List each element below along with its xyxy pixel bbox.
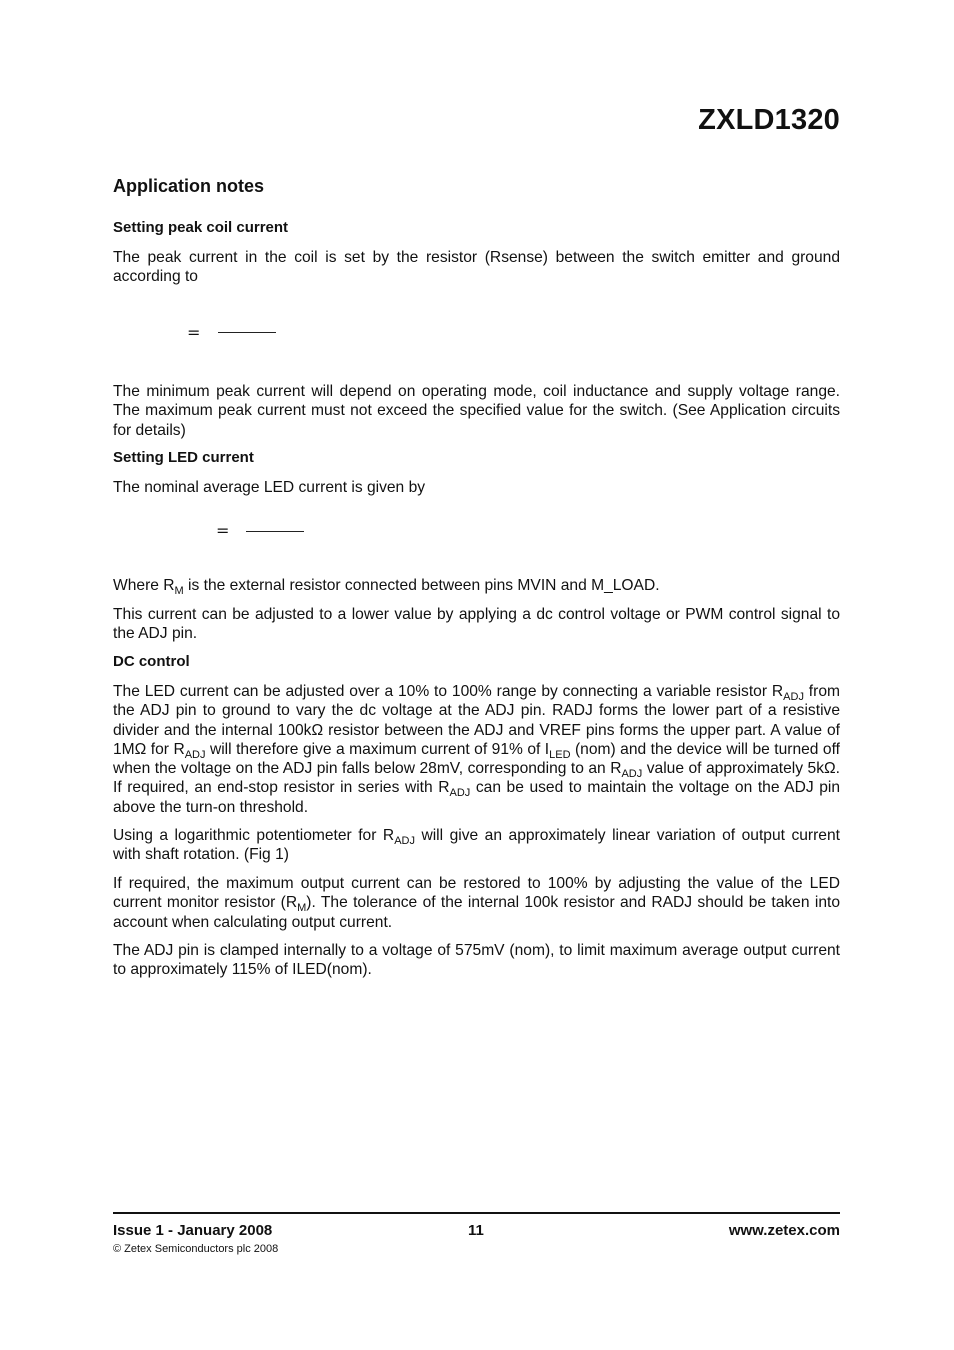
heading-setting-led-current: Setting LED current: [113, 449, 254, 466]
paragraph-restore-max-current: If required, the maximum output current can be restored to 100% by adjusting the value of the LED current monitor resistor $(R_M)$. The tolerance of the internal 100k resistor and RADJ should be taken into account when calculating output current.: [113, 875, 841, 931]
paragraph-dc-control-range: The LED current can be adjusted over a 10% to 100% range by connecting a variable resistor $R_{ADJ}$ from the ADJ pin to ground to vary the dc voltage at the ADJ pin. RADJ forms the lower part of a resistive divider and the internal 100kΩ resistor between the ADJ and VREF pins forms the upper part. A value of 1MΩ for $R_{ADJ}$ will therefore give a maximum current of 91% of $I_{LED}$ (nom) and the device will be turned off when the voltage on the ADJ pin falls below 28mV, corresponding to an $R_{ADJ}$ value of approximately 5kΩ. If required, an end-stop resistor in series with $R_{ADJ}$ can be used to maintain the voltage on the ADJ pin above the turn-on threshold.: [113, 683, 841, 816]
footer-website-link[interactable]: www.zetex.com: [728, 1222, 840, 1239]
heading-dc-control: DC control: [113, 653, 190, 670]
footer-copyright: © Zetex Semiconductors plc 2008: [113, 1243, 279, 1255]
paragraph-led-current-adjust: This current can be adjusted to a lower value by applying a dc control voltage or PWM control signal to the ADJ pin.: [113, 606, 840, 643]
equation-equals-sign: =: [216, 521, 230, 540]
footer-issue-date: Issue 1 - January 2008: [113, 1222, 273, 1239]
paragraph-peak-coil-intro: The peak current in the coil is set by the resistor (Rsense) between the switch emitter and ground according to: [113, 249, 840, 286]
paragraph-log-potentiometer: Using a logarithmic potentiometer for $R_{ADJ}$ will give an approximately linear variation of output current with shaft rotation. (Fig 1): [113, 827, 840, 864]
equation-equals-sign: =: [187, 323, 201, 342]
equation-fraction-bar: [218, 332, 276, 333]
paragraph-adj-clamp: The ADJ pin is clamped internally to a voltage of 575mV (nom), to limit maximum average output current to approximately 115% of ILED(nom).: [113, 942, 840, 979]
equation-fraction-bar: [246, 531, 304, 532]
section-title: Application notes: [113, 176, 265, 196]
document-title: ZXLD1320: [698, 104, 840, 136]
paragraph-led-current-intro: The nominal average LED current is given by: [113, 479, 426, 496]
paragraph-peak-coil-details: The minimum peak current will depend on operating mode, coil inductance and supply voltage range. The maximum peak current must not exceed the specified value for the switch. (See Application circuits for details): [113, 383, 840, 439]
footer-divider: [113, 1212, 840, 1214]
paragraph-rm-definition: Where $R_M$ is the external resistor connected between pins MVIN and M_LOAD.: [113, 577, 660, 597]
heading-peak-coil-current: Setting peak coil current: [113, 219, 289, 236]
footer-page-number: 11: [468, 1222, 484, 1239]
